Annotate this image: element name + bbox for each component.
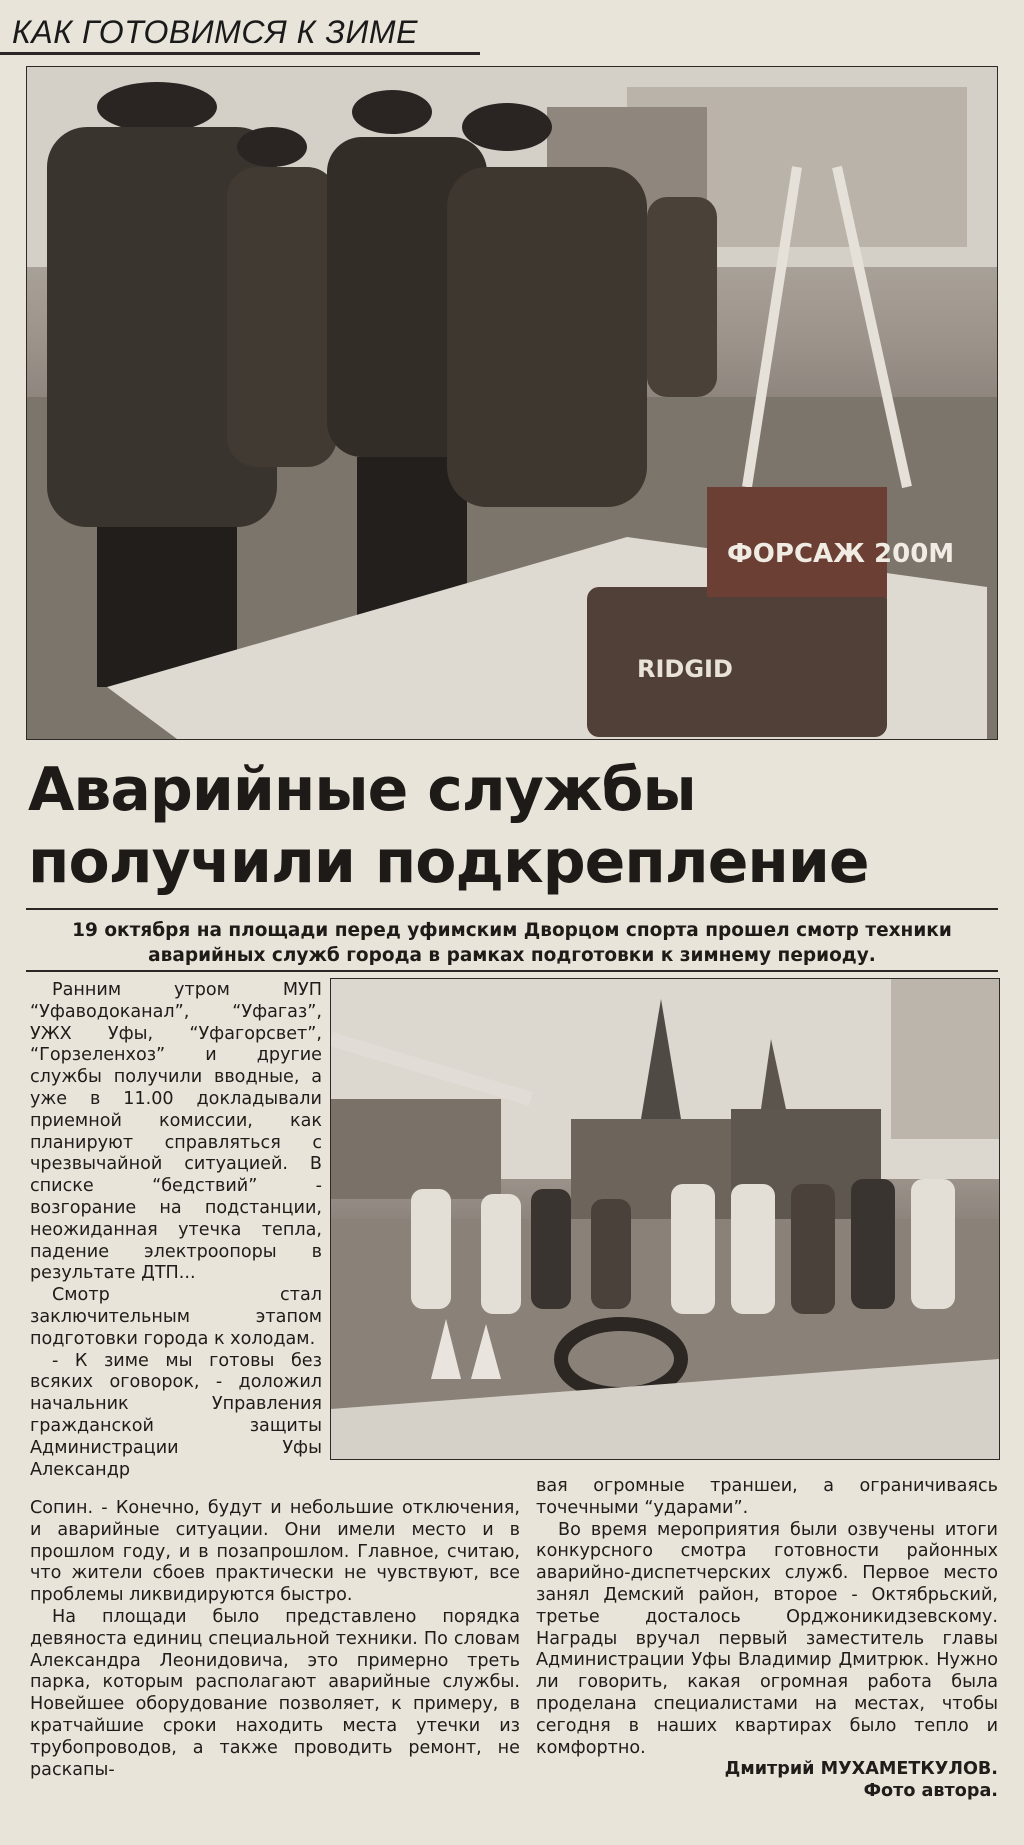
column-bottom-left xyxy=(30,1498,520,1781)
headline: Аварийные службы получили подкрепление xyxy=(28,755,869,897)
top-photo xyxy=(26,66,998,740)
lead-rule-bottom xyxy=(26,970,998,972)
paragraph: На площади было представлено порядка девяноста единиц специальной техники. По словам Александра Леонидовича, это примерно треть парка, которым располагают аварийные службы. Новейшее оборудование позволяет, к примеру, в кратчайшие сроки находить места утечки из трубопроводов, а также проводить ремонт, не раскапы- xyxy=(30,1606,520,1780)
rubric-rule xyxy=(0,52,480,55)
top-photo-illustration xyxy=(27,67,997,739)
paragraph: Во время мероприятия были озвучены итоги конкурсного смотра готовности районных аварийно-диспетчерских служб. Первое место занял Демский район, второе - Октябрьский, третье досталось Орджоникидзевскому. Награды вручал первый заместитель главы Администрации Уфы Владимир Дмитрюк. Нужно ли говорить, какая огромная работа была проделана специалистами на местах, чтобы сегодня в наших квартирах было тепло и комфортно. xyxy=(536,1519,998,1758)
author-byline: Дмитрий МУХАМЕТКУЛОВ. xyxy=(724,1759,998,1780)
equipment-label-ridgid: RIDGID xyxy=(637,655,733,683)
inline-photo xyxy=(330,978,1000,1460)
paragraph: - К зиме мы готовы без всяких оговорок, - доложил начальник Управления гражданской защиты Администрации Уфы Александр xyxy=(30,1350,322,1480)
photo-credit: Фото автора. xyxy=(863,1781,998,1802)
paragraph: Смотр стал заключительным этапом подготовки города к холодам. xyxy=(30,1285,322,1349)
paragraph: Сопин. - Конечно, будут и небольшие отключения, и аварийные ситуации. Они имели место и в прошлом году, и в позапрошлом. Главное, считаю, что жители сбоев практически не чувствуют, все проблемы ликвидируются быстро. xyxy=(30,1498,520,1606)
equipment-label-forsazh: ФОРСАЖ 200М xyxy=(727,539,955,569)
inline-photo-illustration xyxy=(331,979,999,1459)
column-left xyxy=(30,980,322,1481)
paragraph: Ранним утром МУП “Уфаводоканал”, “Уфагаз”, УЖХ Уфы, “Уфагорсвет”, “Горзеленхоз” и другие службы получили вводные, а уже в 11.00 докладывали приемной комиссии, как планируют справляться с чрезвычайной ситуацией. В списке “бедствий” - возгорание на подстанции, неожиданная утечка тепла, падение электроопоры в результате ДТП... xyxy=(30,980,322,1284)
paragraph: вая огромные траншеи, а ограничиваясь точечными “ударами”. xyxy=(536,1476,998,1518)
rubric: КАК ГОТОВИМСЯ К ЗИМЕ xyxy=(12,14,418,50)
lead-paragraph: 19 октября на площади перед уфимским Дворцом спорта прошел смотр техники аварийных служб города в рамках подготовки к зимнему периоду. xyxy=(72,920,952,966)
lead-rule-top xyxy=(26,908,998,910)
column-bottom-right xyxy=(536,1476,998,1803)
